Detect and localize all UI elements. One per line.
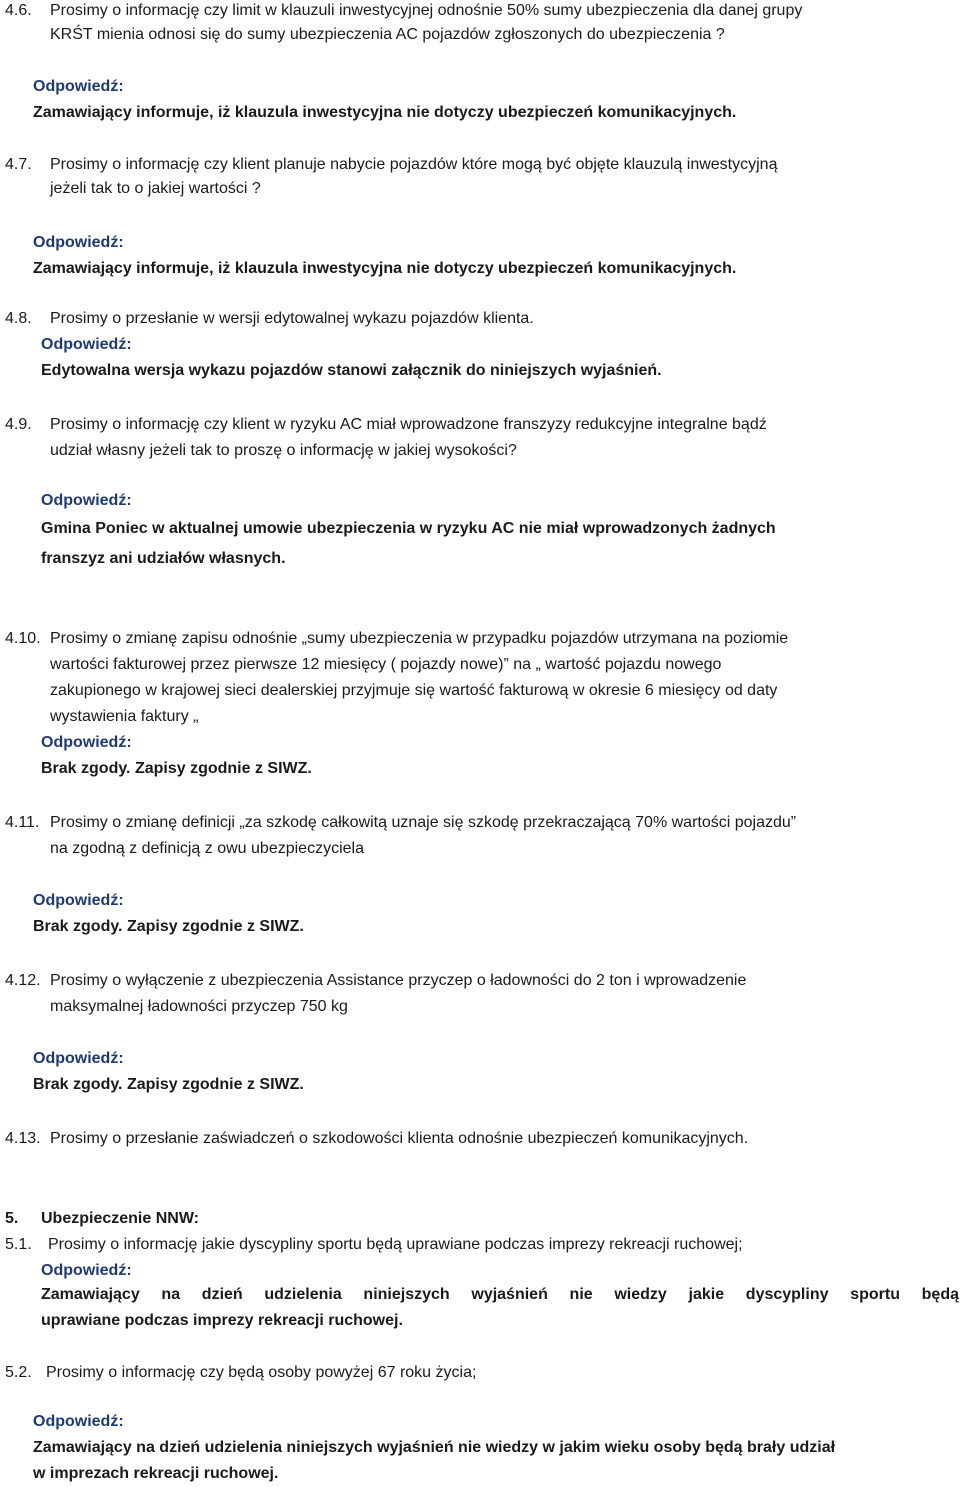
question-text-line: maksymalnej ładowności przyczep 750 kg: [50, 998, 348, 1015]
question-text-line: Prosimy o zmianę definicji „za szkodę całkowitą uznaje się szkodę przekraczającą 70% wartości pojazdu”: [50, 814, 797, 831]
answer-text-line: Edytowalna wersja wykazu pojazdów stanowi załącznik do niniejszych wyjaśnień.: [41, 362, 662, 379]
question-number: 4.10.: [5, 630, 41, 647]
answer-text-line: uprawiane podczas imprezy rekreacji ruchowej.: [41, 1312, 403, 1329]
question-text-line: Prosimy o informację czy klient planuje nabycie pojazdów które mogą być objęte klauzulą inwestycyjną: [50, 156, 778, 173]
question-text-line: wystawienia faktury „: [50, 708, 199, 725]
question-number: 5.2.: [5, 1364, 32, 1381]
question-number: 4.13.: [5, 1130, 41, 1147]
answer-label: Odpowiedź:: [33, 234, 124, 251]
answer-text-line: Zamawiający informuje, iż klauzula inwestycyjna nie dotyczy ubezpieczeń komunikacyjnych.: [33, 104, 737, 121]
answer-label: Odpowiedź:: [33, 892, 124, 909]
answer-text-line: Zamawiający na dzień udzielenia niniejszych wyjaśnień nie wiedzy w jakim wieku osoby będą brały udział: [33, 1439, 836, 1456]
answer-label: Odpowiedź:: [41, 336, 132, 353]
answer-label: Odpowiedź:: [33, 78, 124, 95]
question-text-line: zakupionego w krajowej sieci dealerskiej przyjmuje się wartość fakturową w okresie 6 miesięcy od daty: [50, 682, 778, 699]
question-number: 4.12.: [5, 972, 41, 989]
question-text-line: Prosimy o przesłanie zaświadczeń o szkodowości klienta odnośnie ubezpieczeń komunikacyjnych.: [50, 1130, 749, 1147]
question-text-line: Prosimy o informację czy będą osoby powyżej 67 roku życia;: [46, 1364, 477, 1381]
question-text-line: jeżeli tak to o jakiej wartości ?: [50, 180, 261, 197]
section-title: Ubezpieczenie NNW:: [41, 1210, 199, 1227]
answer-text-line: Zamawiający na dzień udzielenia niniejszych wyjaśnień nie wiedzy jakie dyscypliny sportu będą: [41, 1286, 959, 1303]
question-text-line: wartości fakturowej przez pierwsze 12 miesięcy ( pojazdy nowe)” na „ wartość pojazdu nowego: [50, 656, 722, 673]
question-number: 4.6.: [5, 2, 32, 19]
answer-text-line: Brak zgody. Zapisy zgodnie z SIWZ.: [33, 918, 304, 935]
answer-label: Odpowiedź:: [41, 1262, 132, 1279]
answer-text-line: Zamawiający informuje, iż klauzula inwestycyjna nie dotyczy ubezpieczeń komunikacyjnych.: [33, 260, 737, 277]
question-text-line: Prosimy o wyłączenie z ubezpieczenia Assistance przyczep o ładowności do 2 ton i wprowadzenie: [50, 972, 747, 989]
question-number: 4.8.: [5, 310, 32, 327]
question-text-line: na zgodną z definicją z owu ubezpieczyciela: [50, 840, 364, 857]
answer-label: Odpowiedź:: [33, 1050, 124, 1067]
question-text-line: udział własny jeżeli tak to proszę o informację w jakiej wysokości?: [50, 442, 517, 459]
question-text-line: Prosimy o zmianę zapisu odnośnie „sumy ubezpieczenia w przypadku pojazdów utrzymana na poziomie: [50, 630, 789, 647]
section-number: 5.: [5, 1210, 19, 1227]
question-number: 5.1.: [5, 1236, 32, 1253]
question-number: 4.11.: [5, 814, 40, 831]
answer-text-line: Brak zgody. Zapisy zgodnie z SIWZ.: [41, 760, 312, 777]
question-text-line: KRŚT mienia odnosi się do sumy ubezpieczenia AC pojazdów zgłoszonych do ubezpieczenia ?: [50, 26, 725, 43]
answer-text-line: Brak zgody. Zapisy zgodnie z SIWZ.: [33, 1076, 304, 1093]
answer-label: Odpowiedź:: [33, 1413, 124, 1430]
answer-text-line: w imprezach rekreacji ruchowej.: [33, 1465, 279, 1482]
answer-label: Odpowiedź:: [41, 734, 132, 751]
question-number: 4.9.: [5, 416, 32, 433]
question-text-line: Prosimy o informację czy klient w ryzyku AC miał wprowadzone franszyzy redukcyjne integralne bądź: [50, 416, 767, 433]
question-text-line: Prosimy o informację jakie dyscypliny sportu będą uprawiane podczas imprezy rekreacji ruchowej;: [48, 1236, 743, 1253]
question-text-line: Prosimy o przesłanie w wersji edytowalnej wykazu pojazdów klienta.: [50, 310, 534, 327]
question-text-line: Prosimy o informację czy limit w klauzuli inwestycyjnej odnośnie 50% sumy ubezpieczenia dla danej grupy: [50, 2, 803, 19]
answer-text-line: Gmina Poniec w aktualnej umowie ubezpieczenia w ryzyku AC nie miał wprowadzonych żadnych: [41, 520, 776, 537]
answer-label: Odpowiedź:: [41, 492, 132, 509]
answer-text-line: franszyz ani udziałów własnych.: [41, 550, 286, 567]
question-number: 4.7.: [5, 156, 32, 173]
